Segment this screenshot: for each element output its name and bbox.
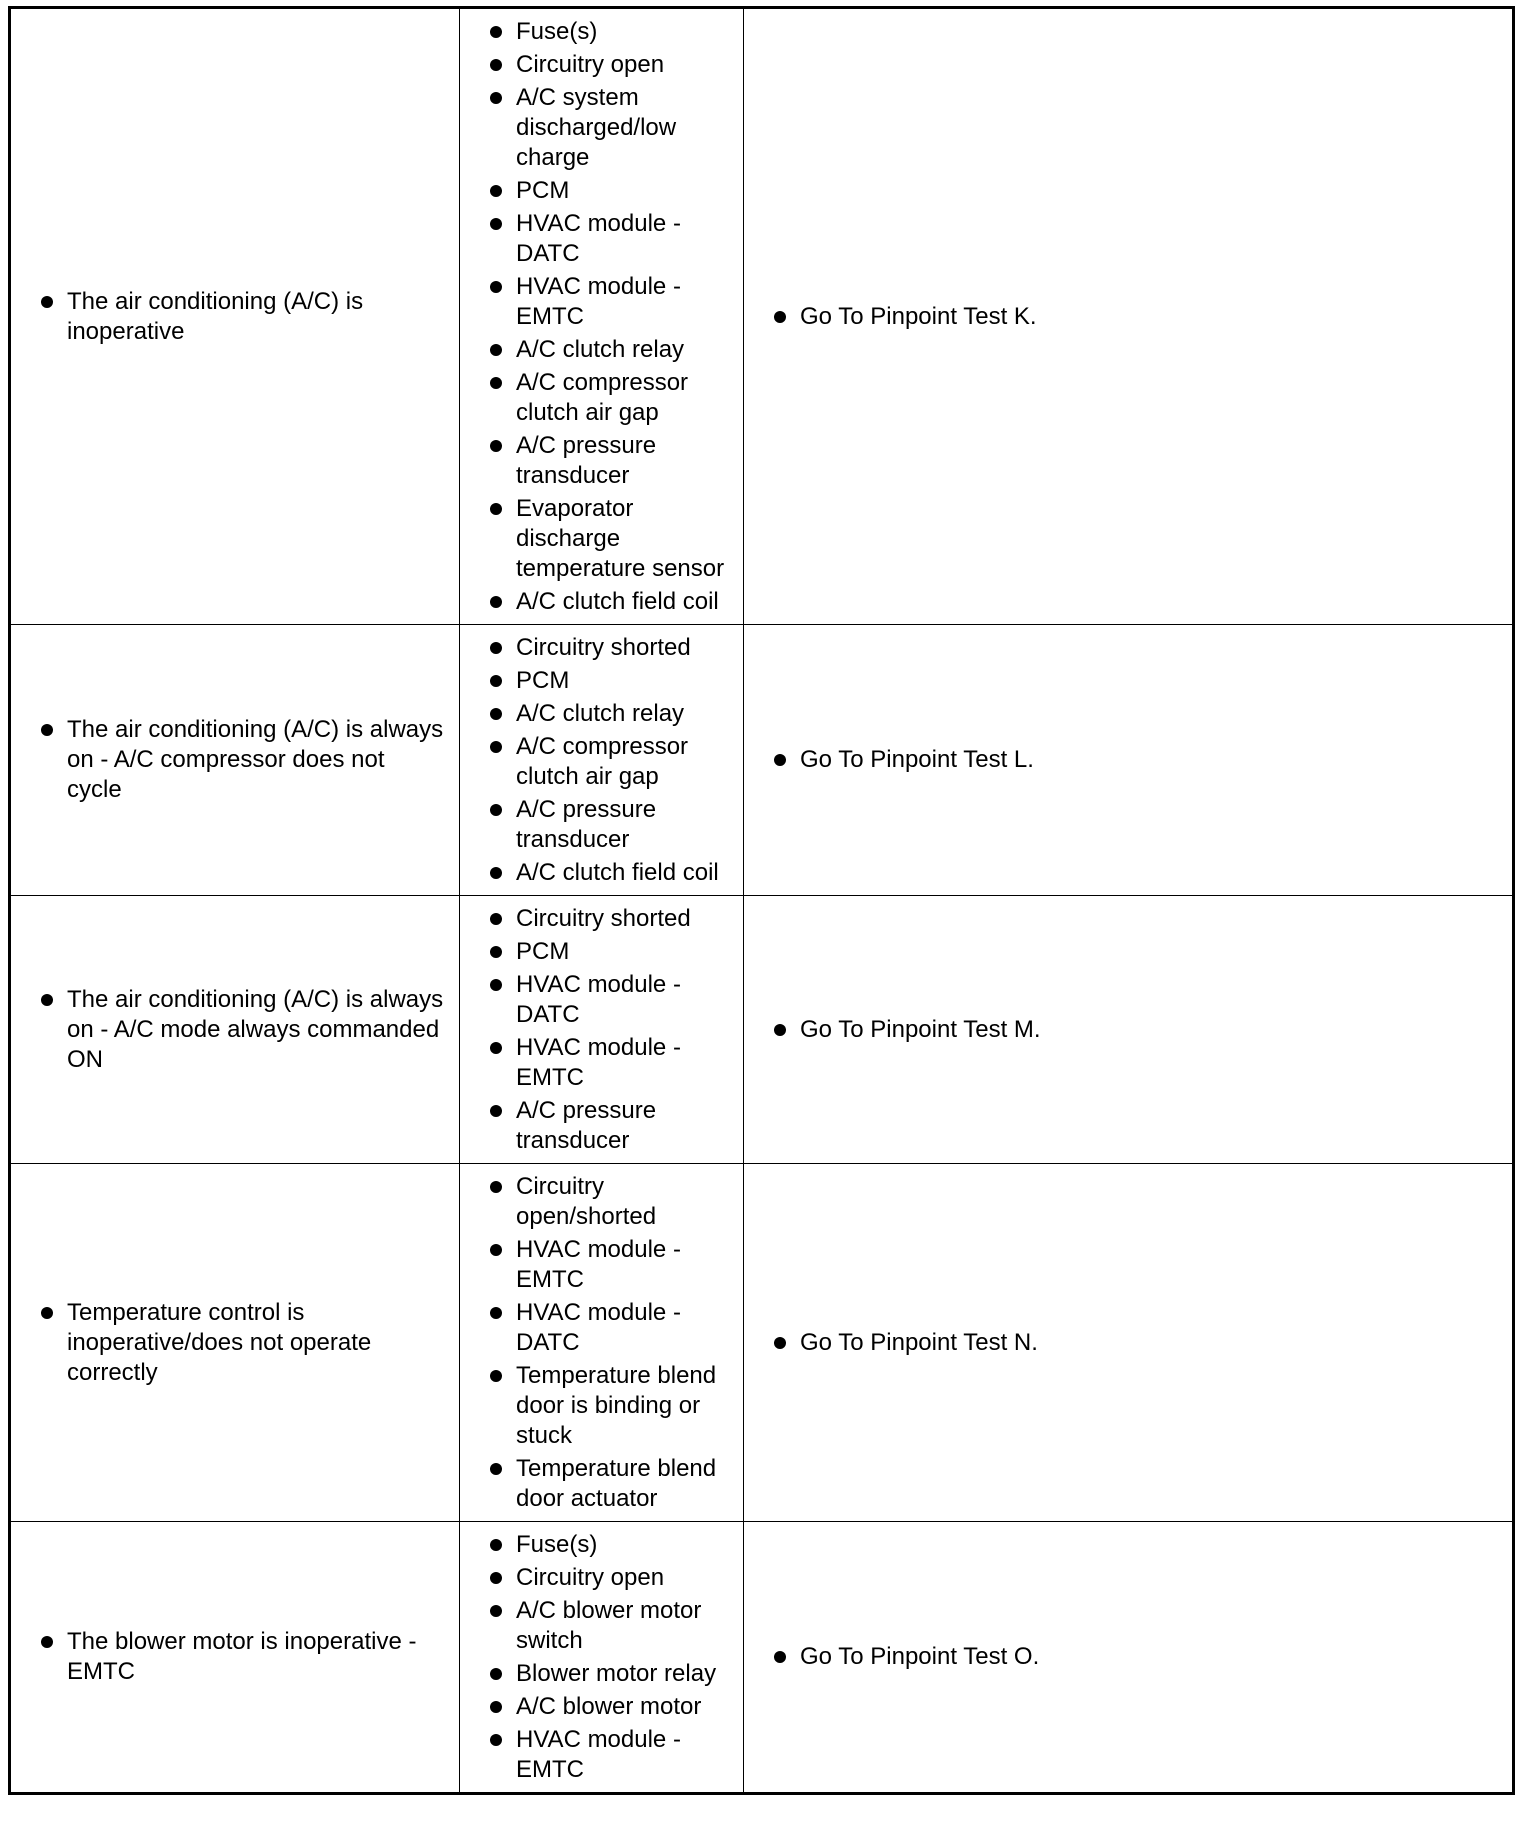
- possible-source-item: A/C pressure transducer: [516, 795, 737, 855]
- action-cell: [744, 896, 1514, 1164]
- possible-source-cell: [460, 625, 744, 896]
- action-list: [744, 302, 1512, 332]
- possible-source-item: A/C blower motor: [516, 1692, 737, 1722]
- possible-source-list: [460, 1164, 743, 1521]
- possible-source-item: A/C blower motor switch: [516, 1596, 737, 1656]
- possible-source-item: Blower motor relay: [516, 1659, 737, 1689]
- condition-text: The air conditioning (A/C) is always on - A/C mode always commanded ON: [67, 985, 444, 1073]
- action-list: [744, 1015, 1512, 1045]
- condition-cell: [10, 8, 460, 625]
- condition-cell: [10, 1522, 460, 1794]
- possible-source-item: Evaporator discharge temperature sensor: [516, 494, 737, 584]
- possible-source-item: Circuitry shorted: [516, 904, 737, 934]
- possible-source-item: HVAC module - EMTC: [516, 1725, 737, 1785]
- symptom-chart-body: [10, 8, 1514, 1794]
- possible-source-item: Fuse(s): [516, 1530, 737, 1560]
- possible-source-item: HVAC module - EMTC: [516, 1033, 737, 1093]
- table-row: [10, 896, 1514, 1164]
- condition-cell: [10, 896, 460, 1164]
- possible-source-list: [460, 625, 743, 895]
- possible-source-item: A/C compressor clutch air gap: [516, 368, 737, 428]
- possible-source-list: [460, 896, 743, 1163]
- possible-source-cell: [460, 1522, 744, 1794]
- possible-source-item: A/C system discharged/low charge: [516, 83, 737, 173]
- action-list: [744, 1328, 1512, 1358]
- condition-list: [11, 287, 459, 347]
- possible-source-cell: [460, 8, 744, 625]
- condition-list: [11, 715, 459, 805]
- possible-source-item: Temperature blend door actuator: [516, 1454, 737, 1514]
- condition-text: The air conditioning (A/C) is inoperative: [67, 287, 445, 347]
- symptom-chart-table: [8, 6, 1515, 1795]
- action-list: [744, 745, 1512, 775]
- possible-source-item: A/C clutch relay: [516, 335, 737, 365]
- condition-cell: [10, 625, 460, 896]
- action-cell: [744, 625, 1514, 896]
- possible-source-item: PCM: [516, 937, 737, 967]
- possible-source-cell: [460, 896, 744, 1164]
- condition-text: The blower motor is inoperative - EMTC: [67, 1627, 445, 1687]
- action-text: Go To Pinpoint Test M.: [800, 1015, 1498, 1045]
- possible-source-item: A/C pressure transducer: [516, 1096, 737, 1156]
- table-row: [10, 625, 1514, 896]
- condition-text: The air conditioning (A/C) is always on - A/C compressor does not cycle: [67, 716, 444, 803]
- possible-source-item: HVAC module - EMTC: [516, 1235, 737, 1295]
- possible-source-item: Circuitry open: [516, 1563, 737, 1593]
- possible-source-item: A/C pressure transducer: [516, 431, 737, 491]
- possible-source-item: Circuitry shorted: [516, 633, 737, 663]
- possible-source-item: Circuitry open/shorted: [516, 1172, 737, 1232]
- possible-source-list: [460, 1522, 743, 1792]
- possible-source-item: Temperature blend door is binding or stuck: [516, 1361, 737, 1451]
- possible-source-item: HVAC module - EMTC: [516, 272, 737, 332]
- possible-source-item: A/C clutch field coil: [516, 587, 737, 617]
- condition-list: [11, 1298, 459, 1388]
- action-cell: [744, 1522, 1514, 1794]
- action-cell: [744, 1164, 1514, 1522]
- possible-source-item: HVAC module - DATC: [516, 209, 737, 269]
- action-text: Go To Pinpoint Test N.: [800, 1328, 1498, 1358]
- possible-source-item: Circuitry open: [516, 50, 737, 80]
- possible-source-item: A/C compressor clutch air gap: [516, 732, 737, 792]
- action-list: [744, 1642, 1512, 1672]
- action-text: Go To Pinpoint Test O.: [800, 1642, 1498, 1672]
- action-cell: [744, 8, 1514, 625]
- condition-list: [11, 1627, 459, 1687]
- possible-source-cell: [460, 1164, 744, 1522]
- possible-source-item: HVAC module - DATC: [516, 970, 737, 1030]
- possible-source-item: PCM: [516, 176, 737, 206]
- action-text: Go To Pinpoint Test K.: [800, 302, 1498, 332]
- condition-cell: [10, 1164, 460, 1522]
- table-row: [10, 1164, 1514, 1522]
- possible-source-item: A/C clutch field coil: [516, 858, 737, 888]
- table-row: [10, 8, 1514, 625]
- action-text: Go To Pinpoint Test L.: [800, 745, 1498, 775]
- possible-source-item: HVAC module - DATC: [516, 1298, 737, 1358]
- possible-source-item: Fuse(s): [516, 17, 737, 47]
- table-row: [10, 1522, 1514, 1794]
- condition-text: Temperature control is inoperative/does not operate correctly: [67, 1298, 445, 1388]
- possible-source-list: [460, 9, 743, 624]
- possible-source-item: A/C clutch relay: [516, 699, 737, 729]
- possible-source-item: PCM: [516, 666, 737, 696]
- condition-list: [11, 985, 459, 1075]
